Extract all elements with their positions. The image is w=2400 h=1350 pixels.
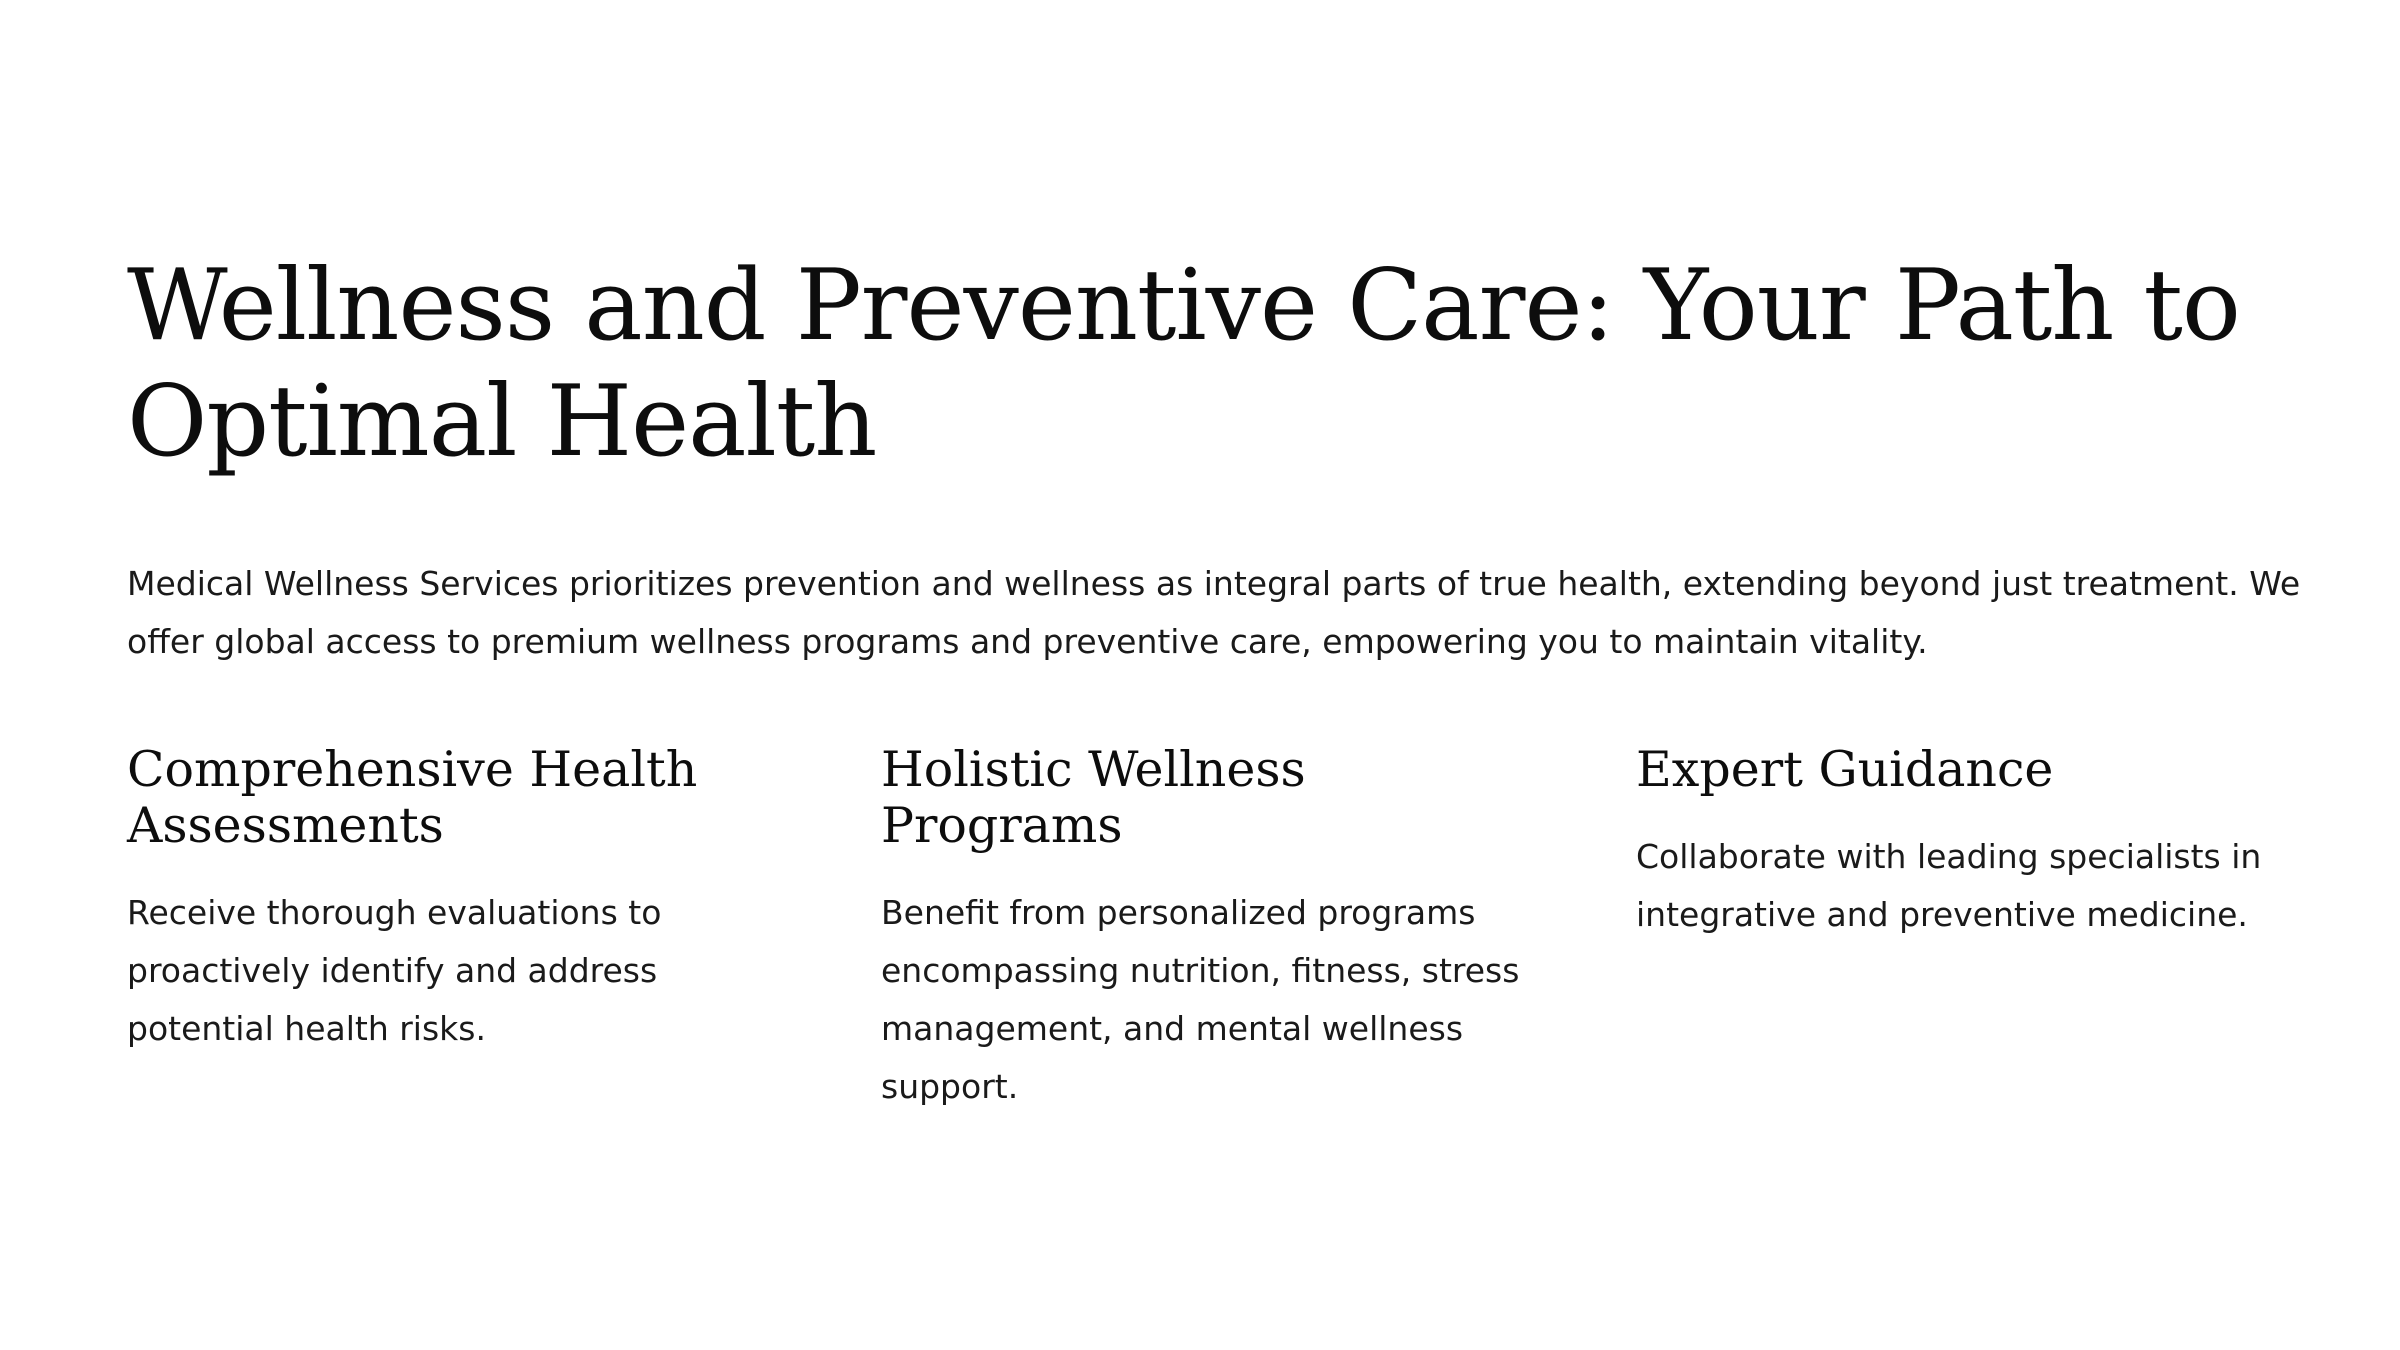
feature-column-assessments	[127, 742, 787, 1058]
feature-heading: Comprehensive Health Assessments	[127, 741, 698, 854]
feature-column-guidance	[1636, 742, 2296, 944]
feature-description: Benefit from personalized programs encompassing nutrition, fitness, stress management, and mental wellness support.	[881, 893, 1520, 1106]
feature-heading: Expert Guidance	[1636, 741, 2054, 798]
page-title: Wellness and Preventive Care: Your Path to Optimal Health	[127, 249, 2240, 479]
feature-description: Collaborate with leading specialists in integrative and preventive medicine.	[1636, 837, 2262, 934]
intro-paragraph: Medical Wellness Services prioritizes prevention and wellness as integral parts of true health, extending beyond just treatment. We offer global access to premium wellness programs and preventive care, empowering you to maintain vitality.	[127, 564, 2301, 661]
feature-heading: Holistic Wellness Programs	[881, 741, 1306, 854]
feature-description: Receive thorough evaluations to proactively identify and address potential health risks.	[127, 893, 662, 1048]
feature-column-programs	[881, 742, 1541, 1116]
